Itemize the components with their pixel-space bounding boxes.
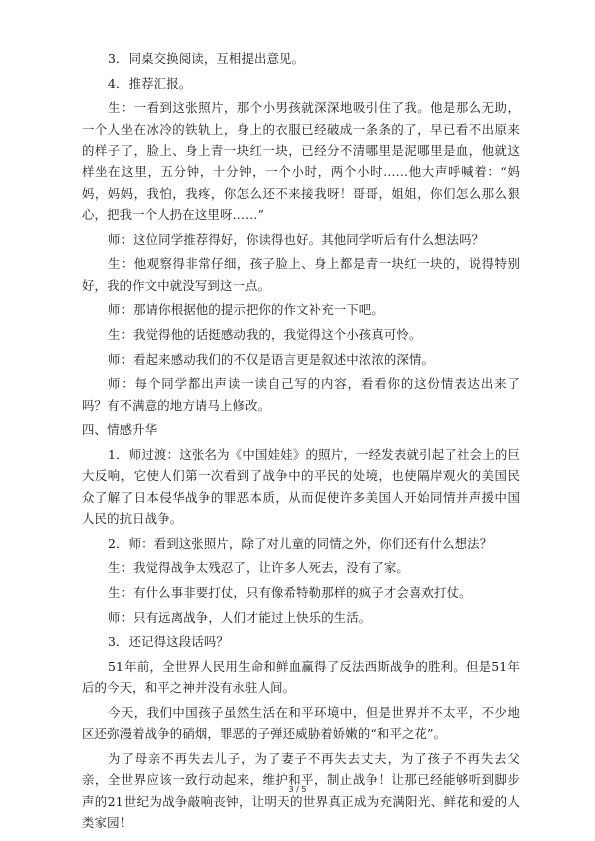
paragraph-student-1: 生：一看到这张照片，那个小男孩就深深地吸引住了我。他是那么无助，一个人坐在冰冷的铁轨上，身上的衣服已经破成一条条的了，早已看不出原来的样子了，脸上、身上青一块红一块，已经分不清哪里是泥哪里是血，他就这样坐在这里，五分钟，十分钟，一个小时，两个小时……他大声呼喊着：“妈妈，妈妈，我怕，我疼，你怎么还不来接我呀！哥哥，姐姐，你们怎么那么狠心，把我一个人扔在这里呀……” [82,100,520,222]
paragraph-quote-3: 为了母亲不再失去儿子，为了妻子不再失去丈夫，为了孩子不再失去父亲，全世界应该一致行动起来，维护和平，制止战争！让那已经能够听到脚步声的21世纪为战争敲响丧钟，让明天的世界真正成为充满阳光、鲜花和爱的人类家园！ [82,750,520,830]
paragraph-teacher-3: 师：看起来感动我们的不仅是语言更是叙述中浓浓的深情。 [108,351,435,367]
paragraph-teacher-2: 师：那请你根据他的提示把你的作文补充一下吧。 [108,302,384,318]
paragraph-recall: 3．还记得这段话吗？ [108,634,229,650]
page-number: 3 / 5 [288,785,307,794]
paragraph-quote-2: 今天，我们中国孩子虽然生活在和平环境中，但是世界并不太平，不少地区还弥漫着战争的硝烟，罪恶的子弹还威胁着娇嫩的“和平之花”。 [82,704,520,742]
paragraph-step-4: 4．推荐汇报。 [108,75,192,91]
paragraph-teacher-1: 师：这位同学推荐得好，你读得也好。其他同学听后有什么想法吗？ [108,231,485,247]
paragraph-teacher-5: 师：只有远离战争，人们才能过上快乐的生活。 [108,609,372,625]
paragraph-quote-1: 51年前，全世界人民用生命和鲜血赢得了反法西斯战争的胜利。但是51年后的今天，和平之神并没有永驻人间。 [82,658,520,696]
document-body [82,48,520,837]
paragraph-student-2: 生：他观察得非常仔细，孩子脸上、身上都是青一块红一块的，说得特别好，我的作文中就没写到这一点。 [82,256,520,293]
paragraph-step-3: 3．同桌交换阅读，互相提出意见。 [108,51,305,66]
paragraph-question: 2．师：看到这张照片，除了对儿童的同情之外，你们还有什么想法？ [108,535,493,551]
paragraph-student-3: 生：我觉得他的话挺感动我的，我觉得这个小孩真可怜。 [108,326,422,342]
section-heading: 四、情感升华 [82,422,158,438]
paragraph-student-4: 生：我觉得战争太残忍了，让许多人死去，没有了家。 [108,560,409,576]
paragraph-teacher-4: 师：每个同学都出声读一读自己写的内容，看看你的这份情表达出来了吗？有不满意的地方请马上修改。 [82,376,520,413]
paragraph-student-5: 生：有什么事非要打仗，只有像希特勒那样的疯子才会喜欢打仗。 [108,584,472,600]
paragraph-transition: 1．师过渡：这张名为《中国娃娃》的照片，一经发表就引起了社会上的巨大反响，它使人们第一次看到了战争中的平民的处境，也使隔岸观火的美国民众了解了日本侵华战争的罪恶本质，从而促使许多美国人开始同情并声援中国人民的抗日战争。 [82,446,520,526]
